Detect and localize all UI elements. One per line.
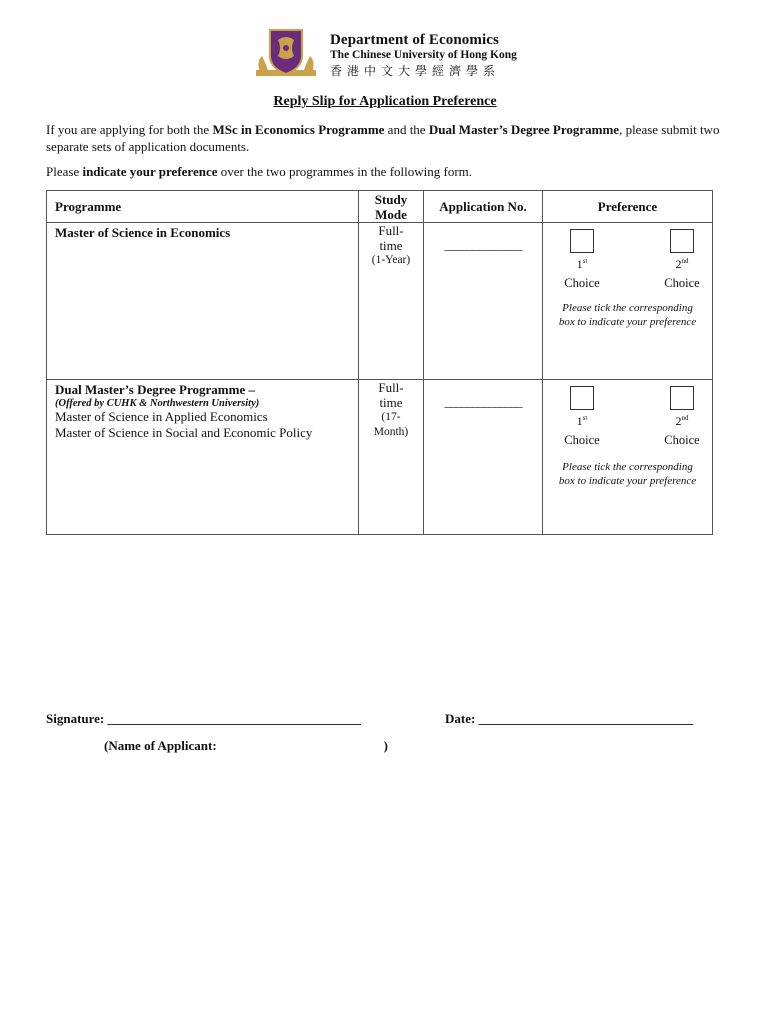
- header-preference: Preference: [543, 191, 713, 223]
- first-choice-option[interactable]: [552, 229, 612, 291]
- second-choice-checkbox[interactable]: [670, 386, 694, 410]
- page-title: Reply Slip for Application Preference: [273, 94, 497, 109]
- first-choice-checkbox[interactable]: [570, 386, 594, 410]
- header-programme: Programme: [47, 191, 359, 223]
- instruction-paragraph: [46, 164, 726, 180]
- date-field[interactable]: Date: _________________________________: [445, 711, 694, 726]
- first-choice-label: Choice: [564, 433, 600, 447]
- first-choice-checkbox[interactable]: [570, 229, 594, 253]
- first-choice-label: Choice: [564, 276, 600, 290]
- programme-line: Master of Science in Social and Economic Policy: [55, 425, 313, 440]
- second-choice-num: 2: [675, 414, 682, 428]
- second-choice-label: Choice: [664, 433, 700, 447]
- second-choice-option[interactable]: [652, 386, 712, 448]
- intro-text-3: , please submit two separate sets of application documents.: [46, 122, 720, 154]
- programme-title: Master of Science in Economics: [55, 225, 231, 240]
- preference-note: Please tick the corresponding box to indicate your preference: [558, 461, 697, 487]
- application-no-cell[interactable]: [424, 380, 543, 535]
- applicant-name-field[interactable]: [104, 738, 394, 754]
- signature-field[interactable]: Signature: _______________________________________: [46, 711, 362, 726]
- applicant-name-close: ): [383, 738, 388, 753]
- applicant-name-label: (Name of Applicant:: [104, 738, 217, 753]
- preference-table: [46, 190, 713, 535]
- chinese-department-name: 香港中文大學經濟學系: [330, 64, 501, 78]
- intro-text-2: and the: [384, 122, 429, 137]
- second-choice-number: [652, 257, 712, 272]
- second-choice-number: [652, 414, 712, 429]
- department-name: Department of Economics: [330, 32, 499, 48]
- preference-note: Please tick the corresponding box to indicate your preference: [558, 302, 697, 328]
- mode-duration: (1-Year): [371, 254, 411, 266]
- instruction-text-1: Please: [46, 164, 83, 179]
- instruction-bold: indicate your preference: [82, 164, 218, 179]
- programme-line: Master of Science in Applied Economics: [55, 409, 268, 424]
- department-header: [252, 26, 532, 82]
- table-row: [47, 223, 713, 380]
- first-choice-number: [552, 257, 612, 272]
- programme-cell: [47, 223, 359, 380]
- first-choice-num: 1: [576, 257, 583, 271]
- instruction-text-2: over the two programmes in the following form.: [217, 164, 473, 179]
- mode-line: Full-: [378, 223, 404, 238]
- intro-dual: Dual Master’s Degree Programme: [428, 122, 620, 137]
- first-choice-num: 1: [576, 414, 583, 428]
- table-row: [47, 380, 713, 535]
- second-choice-checkbox[interactable]: [670, 229, 694, 253]
- application-no-field[interactable]: ______________: [444, 237, 522, 252]
- programme-subtitle: (Offered by CUHK & Northwestern University): [55, 398, 260, 409]
- first-choice-number: [552, 414, 612, 429]
- mode-duration: (17-: [381, 411, 401, 423]
- first-choice-option[interactable]: [552, 386, 612, 448]
- mode-line: time: [379, 238, 403, 253]
- second-choice-num: 2: [675, 257, 682, 271]
- mode-line: Full-: [378, 380, 404, 395]
- second-choice-sup: nd: [681, 414, 689, 422]
- first-choice-sup: st: [582, 414, 588, 422]
- second-choice-label: Choice: [664, 276, 700, 290]
- application-no-cell[interactable]: [424, 223, 543, 380]
- application-no-field[interactable]: ______________: [444, 394, 522, 409]
- study-mode-cell: [359, 223, 424, 380]
- university-name: The Chinese University of Hong Kong: [330, 49, 517, 61]
- second-choice-option[interactable]: [652, 229, 712, 291]
- mode-duration: Month): [373, 426, 409, 438]
- intro-text-1: If you are applying for both the: [46, 122, 213, 137]
- first-choice-sup: st: [582, 257, 588, 265]
- header-application-no: Application No.: [424, 191, 543, 223]
- programme-cell: [47, 380, 359, 535]
- second-choice-sup: nd: [681, 257, 689, 265]
- preference-cell: [543, 223, 713, 380]
- intro-msc: MSc in Economics Programme: [212, 122, 385, 137]
- mode-line: time: [379, 395, 403, 410]
- intro-paragraph: [46, 121, 726, 155]
- university-crest-icon: [252, 26, 320, 82]
- header-study-mode: Study Mode: [359, 191, 424, 223]
- preference-cell: [543, 380, 713, 535]
- study-mode-cell: [359, 380, 424, 535]
- table-header-row: [47, 191, 713, 223]
- programme-title: Dual Master’s Degree Programme –: [55, 382, 255, 397]
